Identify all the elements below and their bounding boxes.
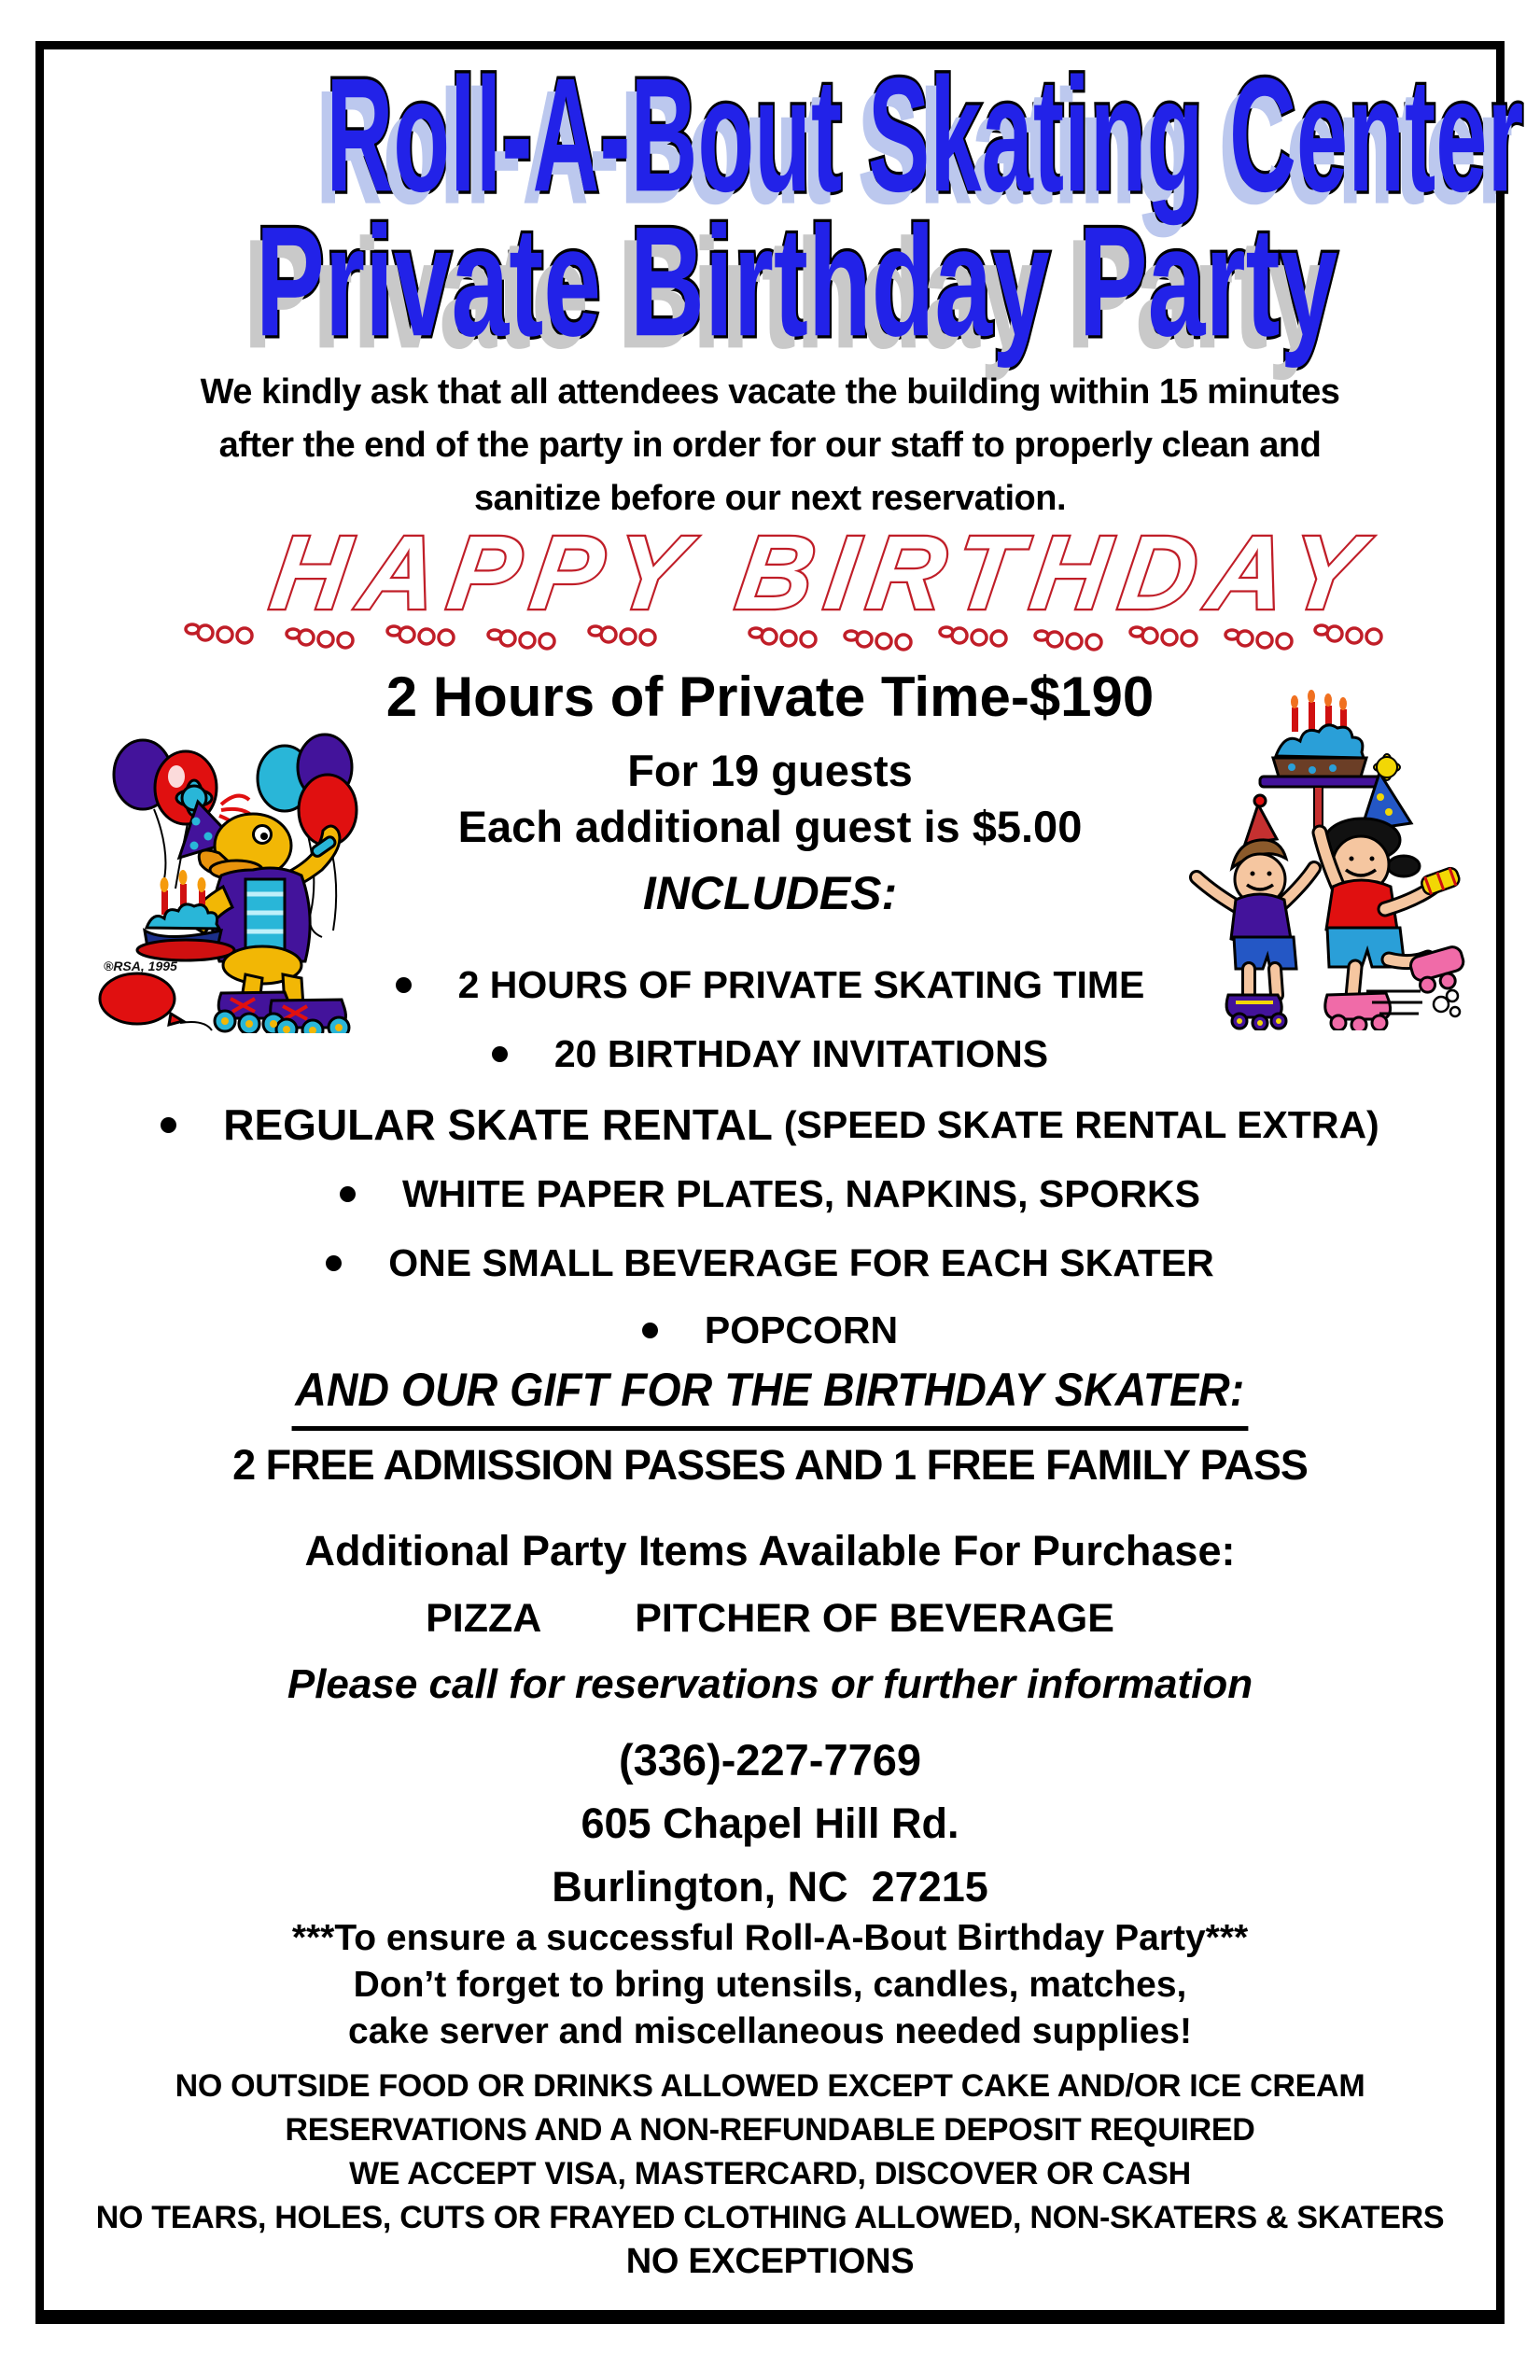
includes-item-label: WHITE PAPER PLATES, NAPKINS, SPORKS [401, 1172, 1200, 1215]
vacate-notice [65, 366, 1475, 525]
bullet-dot [161, 1117, 176, 1133]
includes-item-label: POPCORN [704, 1309, 899, 1351]
includes-item-note: (SPEED SKATE RENTAL EXTRA) [783, 1102, 1379, 1146]
rule-clothing: NO TEARS, HOLES, CUTS OR FRAYED CLOTHING ALLOWED, NON-SKATERS & SKATERS [95, 2200, 1445, 2235]
notice-line-1: We kindly ask that all attendees vacate the building within 15 minutes [200, 372, 1340, 412]
includes-item-label: 20 BIRTHDAY INVITATIONS [553, 1032, 1049, 1075]
gift-detail: 2 FREE ADMISSION PASSES AND 1 FREE FAMILY PASS [232, 1441, 1308, 1489]
includes-item-label: ONE SMALL BEVERAGE FOR EACH SKATER [388, 1241, 1214, 1284]
notice-line-2: after the end of the party in order for our staff to properly clean and [218, 426, 1322, 465]
address-city-state-zip: Burlington, NC 27215 [552, 1863, 988, 1911]
bullet-dot [340, 1186, 356, 1202]
flyer-title-line2: Private Birthday Party [255, 194, 1338, 370]
notice-line-3: sanitize before our next reservation. [473, 479, 1067, 518]
bullet-dot [492, 1046, 508, 1062]
happy-birthday-banner-art [93, 519, 1442, 661]
party-popper [1420, 866, 1461, 896]
rule-no-outside-food: NO OUTSIDE FOOD OR DRINKS ALLOWED EXCEPT CAKE AND/OR ICE CREAM [175, 2068, 1365, 2104]
additional-guest-line: Each additional guest is $5.00 [457, 802, 1083, 851]
reminder-line-1: ***To ensure a successful Roll-A-Bout Birthday Party*** [291, 1918, 1249, 1958]
phone-number: (336)-227-7769 [619, 1735, 921, 1785]
purchase-heading: Additional Party Items Available For Purchase: [304, 1527, 1236, 1575]
bullet-dot [396, 977, 412, 993]
rule-reservations-deposit: RESERVATIONS AND A NON-REFUNDABLE DEPOSIT REQUIRED [285, 2112, 1255, 2148]
banner-text: HAPPY BIRTHDAY [264, 519, 1382, 631]
includes-item-popcorn [65, 1309, 1475, 1352]
call-for-reservations-line: Please call for reservations or further information [287, 1661, 1253, 1707]
includes-item-invitations [65, 1032, 1475, 1076]
purchase-items [65, 1596, 1475, 1642]
includes-item-skate-rental [65, 1099, 1475, 1150]
includes-item-label: 2 HOURS OF PRIVATE SKATING TIME [457, 963, 1145, 1006]
bullet-dot [326, 1255, 342, 1271]
purchase-item-pizza: PIZZA [426, 1596, 542, 1641]
party-reminder [65, 1915, 1475, 2055]
includes-label: INCLUDES: [642, 867, 898, 919]
duck-clipart-credit: ®RSA, 1995 [104, 959, 177, 973]
reminder-line-2: Don’t forget to bring utensils, candles, matches, [353, 1965, 1187, 2005]
reminder-line-3: cake server and miscellaneous needed supplies! [348, 2011, 1192, 2051]
includes-item-plates [65, 1172, 1475, 1216]
address-street: 605 Chapel Hill Rd. [581, 1799, 959, 1847]
gift-heading-text: AND OUR GIFT FOR THE BIRTHDAY SKATER: [292, 1363, 1248, 1431]
rule-payment-methods: WE ACCEPT VISA, MASTERCARD, DISCOVER OR CASH [349, 2156, 1191, 2191]
flyer-title-line1: Roll-A-Bout Skating Center [326, 45, 1524, 226]
includes-item-skating-time [65, 963, 1475, 1007]
rule-no-exceptions: NO EXCEPTIONS [625, 2242, 915, 2281]
includes-item-label: REGULAR SKATE RENTAL [223, 1100, 773, 1149]
bullet-dot [642, 1323, 658, 1338]
purchase-item-pitcher: PITCHER OF BEVERAGE [635, 1596, 1114, 1641]
price-headline: 2 Hours of Private Time-$190 [385, 665, 1155, 728]
includes-item-beverage [65, 1241, 1475, 1285]
house-rules [65, 2065, 1475, 2284]
cake-aloft [1260, 690, 1381, 832]
guest-count-line: For 19 guests [627, 746, 913, 795]
gift-heading [65, 1363, 1475, 1431]
happy-birthday-banner [93, 519, 1442, 661]
